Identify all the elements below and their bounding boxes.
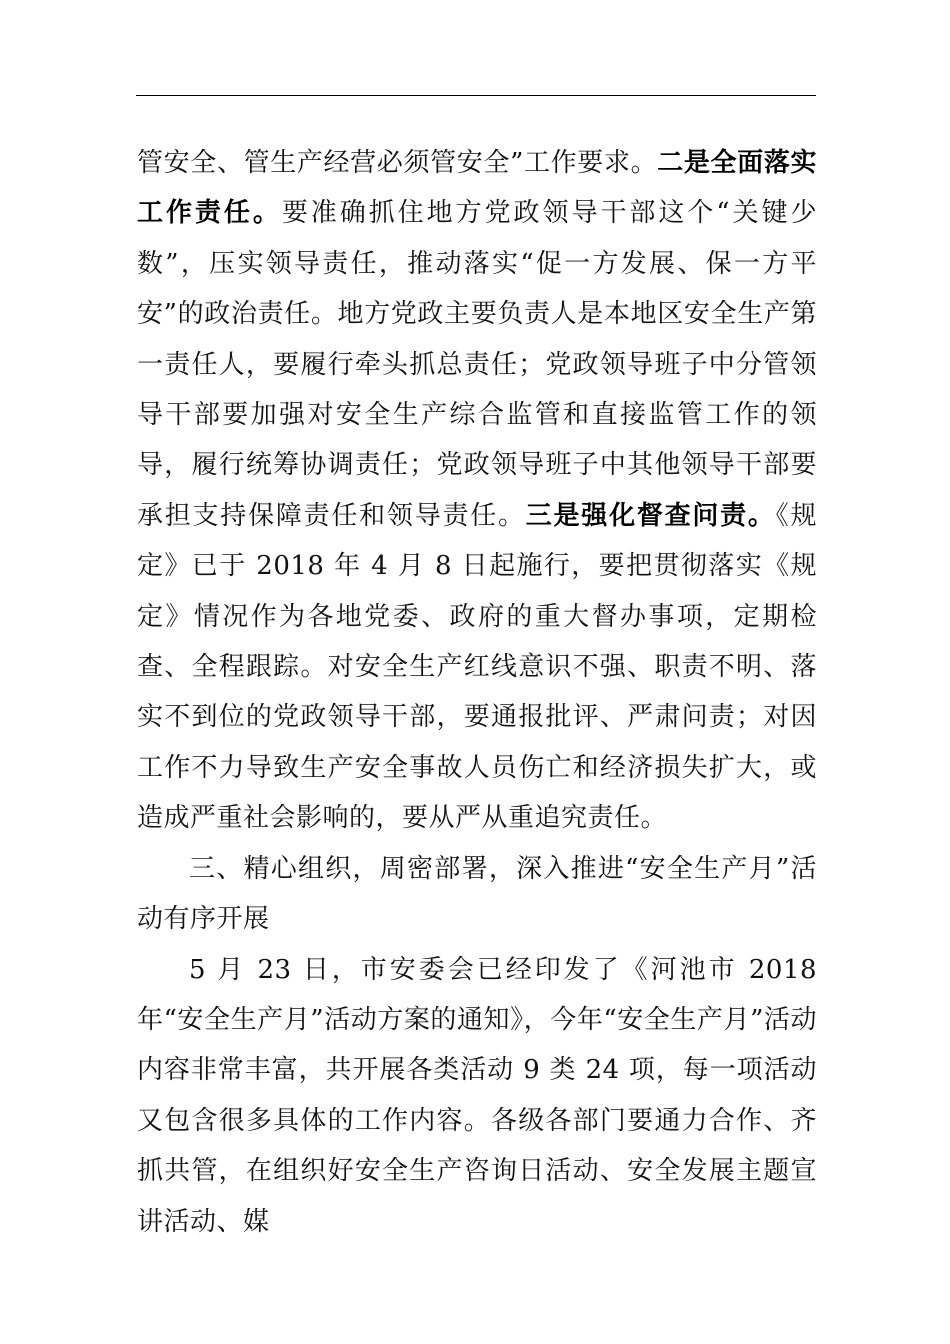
section-heading-text: 三、精心组织，周密部署，深入推进“安全生产月”活动有序开展: [137, 853, 817, 935]
text-run: 管安全、管生产经营必须管安全”工作要求。: [137, 148, 658, 178]
header-rule: [136, 95, 816, 96]
section-heading: [137, 844, 817, 945]
text-run: 要准确抓住地方党政领导干部这个“关键少数”，压实领导责任，推动落实“促一方发展、保一方平安”的政治责任。地方党政主要负责人是本地区安全生产第一责任人，要履行牵头抓总责任；党政领导班子中分管领导干部要加强对安全生产综合监管和直接监管工作的领导，履行统筹协调责任；党政领导班子中其他领导干部要承担支持保障责任和领导责任。: [137, 198, 817, 531]
bold-heading-run: 三是强化督查问责。: [525, 500, 776, 531]
text-run: 《规定》已于 2018 年 4 月 8 日起施行，要把贯彻落实《规定》情况作为各地党委、政府的重大督办事项，定期检查、全程跟踪。对安全生产红线意识不强、职责不明、落实不到位的党政领导干部，要通报批评、严肃问责；对因工作不力导致生产安全事故人员伤亡和经济损失扩大，或造成严重社会影响的，要从严从重追究责任。: [137, 500, 817, 834]
paragraph-safety-month: [137, 945, 817, 1247]
paragraph-responsibility: [137, 138, 817, 844]
text-run: 5 月 23 日，市安委会已经印发了《河池市 2018 年“安全生产月”活动方案的通知》，今年“安全生产月”活动内容非常丰富，共开展各类活动 9 类 24 项，每一项活动又包含很多具体的工作内容。各级各部门要通力合作、齐抓共管，在组织好安全生产咨询日活动、安全发展主题宣讲活动、媒: [137, 954, 817, 1237]
bold-heading-run: 二是全面落实工作责任。: [137, 148, 817, 229]
document-body: [137, 138, 817, 1247]
